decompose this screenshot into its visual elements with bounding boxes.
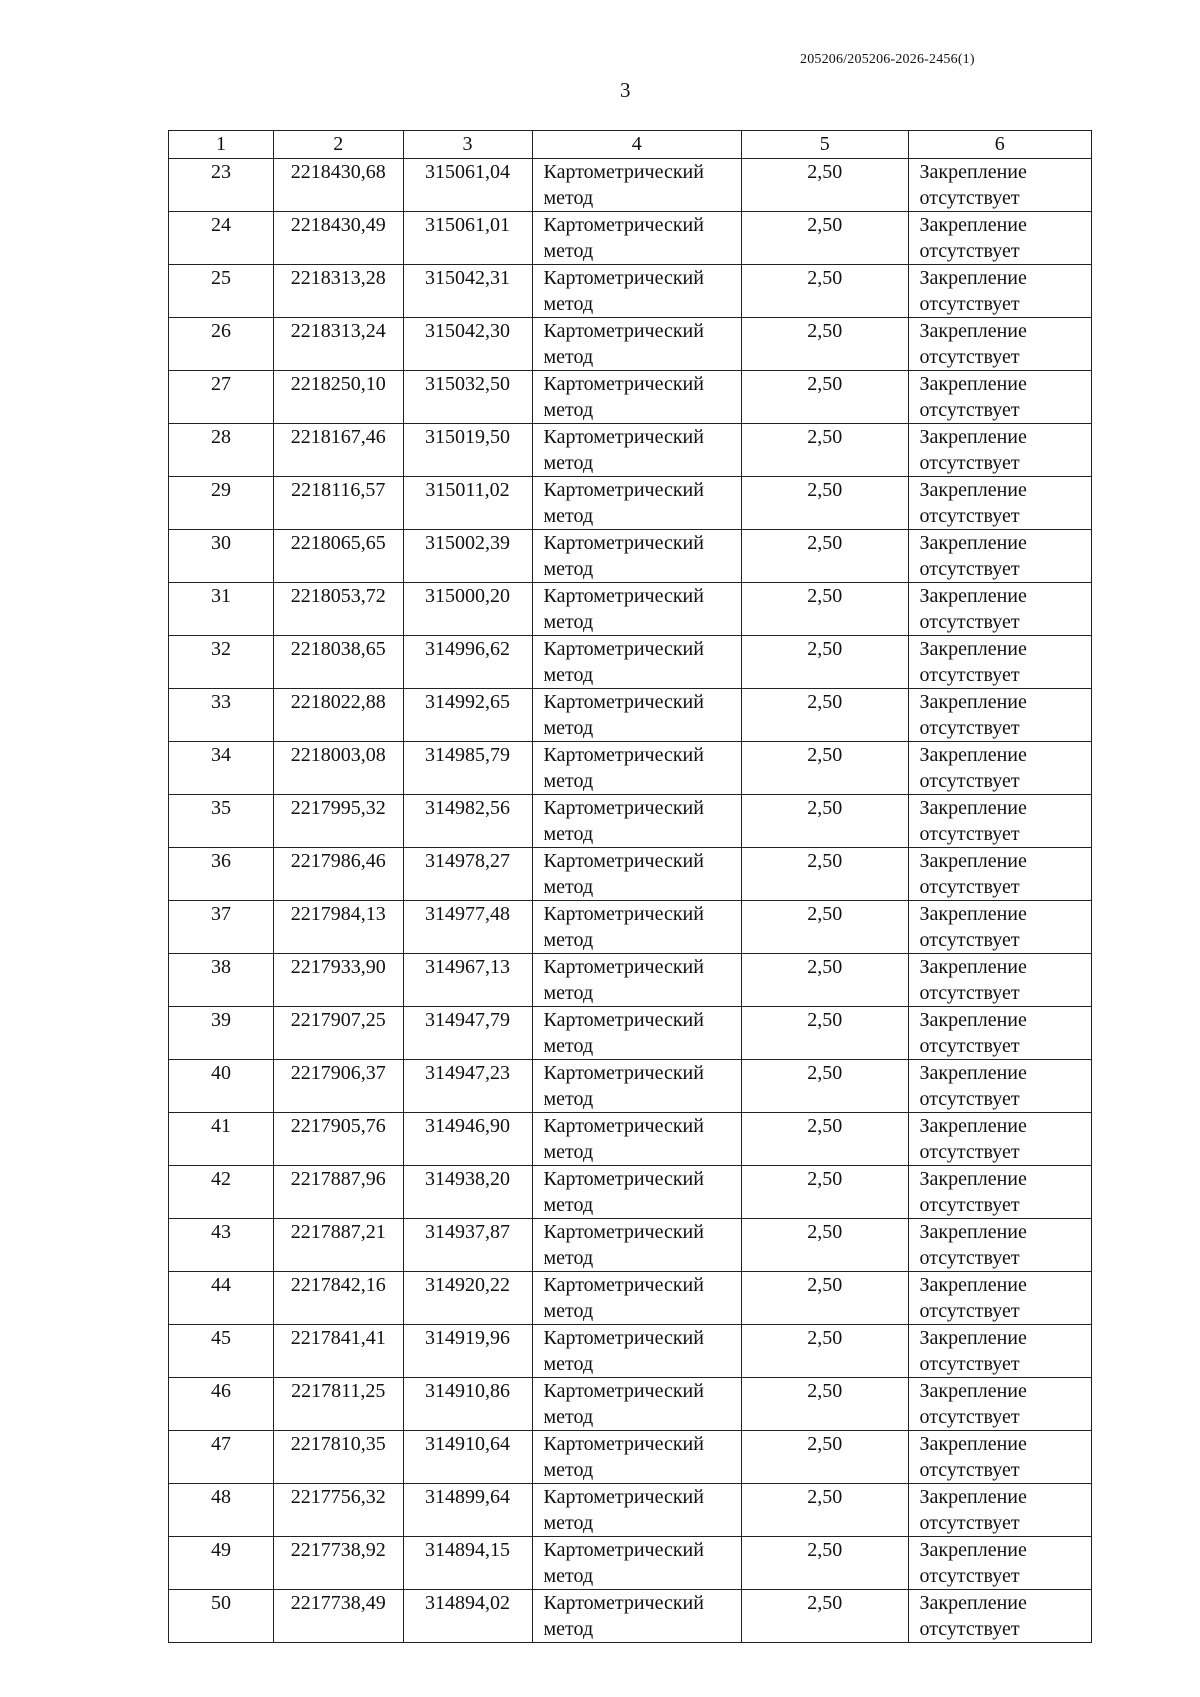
accuracy-cell: 2,50 [741,1272,908,1325]
accuracy-cell: 2,50 [741,424,908,477]
y-coordinate-cell: 314982,56 [403,795,532,848]
y-coordinate-cell: 314946,90 [403,1113,532,1166]
accuracy-cell: 2,50 [741,212,908,265]
accuracy-cell: 2,50 [741,1325,908,1378]
method-cell: Картометрический метод [532,1219,741,1272]
x-coordinate-cell: 2217906,37 [274,1060,404,1113]
table-row [169,159,1092,212]
y-coordinate-cell: 314985,79 [403,742,532,795]
x-coordinate-cell: 2217995,32 [274,795,404,848]
point-number-cell: 45 [169,1325,274,1378]
marker-description-cell: Закрепление отсутствует [908,1537,1091,1590]
marker-description-cell: Закрепление отсутствует [908,1378,1091,1431]
accuracy-cell: 2,50 [741,477,908,530]
y-coordinate-cell: 315061,01 [403,212,532,265]
x-coordinate-cell: 2217905,76 [274,1113,404,1166]
marker-description-cell: Закрепление отсутствует [908,1113,1091,1166]
x-coordinate-cell: 2217738,92 [274,1537,404,1590]
table-row [169,583,1092,636]
method-cell: Картометрический метод [532,901,741,954]
x-coordinate-cell: 2217841,41 [274,1325,404,1378]
y-coordinate-cell: 315061,04 [403,159,532,212]
marker-description-cell: Закрепление отсутствует [908,318,1091,371]
point-number-cell: 47 [169,1431,274,1484]
x-coordinate-cell: 2217811,25 [274,1378,404,1431]
point-number-cell: 46 [169,1378,274,1431]
y-coordinate-cell: 314967,13 [403,954,532,1007]
x-coordinate-cell: 2218038,65 [274,636,404,689]
x-coordinate-cell: 2218250,10 [274,371,404,424]
accuracy-cell: 2,50 [741,901,908,954]
point-number-cell: 31 [169,583,274,636]
x-coordinate-cell: 2218167,46 [274,424,404,477]
y-coordinate-cell: 315011,02 [403,477,532,530]
y-coordinate-cell: 314894,15 [403,1537,532,1590]
marker-description-cell: Закрепление отсутствует [908,159,1091,212]
marker-description-cell: Закрепление отсутствует [908,1431,1091,1484]
table-row [169,424,1092,477]
marker-description-cell: Закрепление отсутствует [908,530,1091,583]
x-coordinate-cell: 2217984,13 [274,901,404,954]
x-coordinate-cell: 2217887,21 [274,1219,404,1272]
marker-description-cell: Закрепление отсутствует [908,477,1091,530]
x-coordinate-cell: 2218065,65 [274,530,404,583]
accuracy-cell: 2,50 [741,1537,908,1590]
marker-description-cell: Закрепление отсутствует [908,901,1091,954]
method-cell: Картометрический метод [532,318,741,371]
accuracy-cell: 2,50 [741,636,908,689]
method-cell: Картометрический метод [532,583,741,636]
method-cell: Картометрический метод [532,1060,741,1113]
y-coordinate-cell: 315019,50 [403,424,532,477]
table-row [169,1325,1092,1378]
method-cell: Картометрический метод [532,1590,741,1643]
point-number-cell: 38 [169,954,274,1007]
y-coordinate-cell: 315042,31 [403,265,532,318]
y-coordinate-cell: 314947,79 [403,1007,532,1060]
point-number-cell: 25 [169,265,274,318]
method-cell: Картометрический метод [532,1113,741,1166]
marker-description-cell: Закрепление отсутствует [908,742,1091,795]
x-coordinate-cell: 2218053,72 [274,583,404,636]
accuracy-cell: 2,50 [741,265,908,318]
accuracy-cell: 2,50 [741,1378,908,1431]
method-cell: Картометрический метод [532,1537,741,1590]
table-row [169,1060,1092,1113]
y-coordinate-cell: 314919,96 [403,1325,532,1378]
coordinates-table [168,130,1092,1643]
marker-description-cell: Закрепление отсутствует [908,848,1091,901]
y-coordinate-cell: 314992,65 [403,689,532,742]
method-cell: Картометрический метод [532,1378,741,1431]
method-cell: Картометрический метод [532,689,741,742]
column-header-2: 2 [274,131,404,159]
accuracy-cell: 2,50 [741,159,908,212]
x-coordinate-cell: 2218430,68 [274,159,404,212]
point-number-cell: 49 [169,1537,274,1590]
document-id: 205206/205206-2026-2456(1) [800,52,975,67]
method-cell: Картометрический метод [532,1166,741,1219]
point-number-cell: 27 [169,371,274,424]
point-number-cell: 36 [169,848,274,901]
column-header-1: 1 [169,131,274,159]
method-cell: Картометрический метод [532,848,741,901]
x-coordinate-cell: 2217756,32 [274,1484,404,1537]
method-cell: Картометрический метод [532,636,741,689]
point-number-cell: 24 [169,212,274,265]
method-cell: Картометрический метод [532,424,741,477]
y-coordinate-cell: 314947,23 [403,1060,532,1113]
marker-description-cell: Закрепление отсутствует [908,1484,1091,1537]
accuracy-cell: 2,50 [741,795,908,848]
y-coordinate-cell: 315000,20 [403,583,532,636]
x-coordinate-cell: 2218003,08 [274,742,404,795]
method-cell: Картометрический метод [532,212,741,265]
y-coordinate-cell: 314894,02 [403,1590,532,1643]
table-row [169,689,1092,742]
marker-description-cell: Закрепление отсутствует [908,795,1091,848]
point-number-cell: 43 [169,1219,274,1272]
accuracy-cell: 2,50 [741,1484,908,1537]
method-cell: Картометрический метод [532,1484,741,1537]
accuracy-cell: 2,50 [741,1219,908,1272]
point-number-cell: 48 [169,1484,274,1537]
point-number-cell: 34 [169,742,274,795]
method-cell: Картометрический метод [532,159,741,212]
marker-description-cell: Закрепление отсутствует [908,1166,1091,1219]
point-number-cell: 29 [169,477,274,530]
y-coordinate-cell: 315042,30 [403,318,532,371]
marker-description-cell: Закрепление отсутствует [908,212,1091,265]
marker-description-cell: Закрепление отсутствует [908,1590,1091,1643]
y-coordinate-cell: 314978,27 [403,848,532,901]
column-header-3: 3 [403,131,532,159]
table-row [169,1378,1092,1431]
table-row [169,901,1092,954]
table-header [169,131,1092,159]
y-coordinate-cell: 315032,50 [403,371,532,424]
accuracy-cell: 2,50 [741,530,908,583]
table-row [169,1537,1092,1590]
point-number-cell: 42 [169,1166,274,1219]
marker-description-cell: Закрепление отсутствует [908,1272,1091,1325]
table-row [169,795,1092,848]
method-cell: Картометрический метод [532,1007,741,1060]
point-number-cell: 37 [169,901,274,954]
accuracy-cell: 2,50 [741,689,908,742]
column-header-6: 6 [908,131,1091,159]
table-row [169,318,1092,371]
point-number-cell: 33 [169,689,274,742]
accuracy-cell: 2,50 [741,1166,908,1219]
point-number-cell: 39 [169,1007,274,1060]
accuracy-cell: 2,50 [741,1590,908,1643]
y-coordinate-cell: 314910,86 [403,1378,532,1431]
table-row [169,848,1092,901]
table-row [169,1431,1092,1484]
table-row [169,1590,1092,1643]
y-coordinate-cell: 314977,48 [403,901,532,954]
method-cell: Картометрический метод [532,742,741,795]
y-coordinate-cell: 314910,64 [403,1431,532,1484]
x-coordinate-cell: 2217738,49 [274,1590,404,1643]
y-coordinate-cell: 315002,39 [403,530,532,583]
x-coordinate-cell: 2217810,35 [274,1431,404,1484]
accuracy-cell: 2,50 [741,1113,908,1166]
table-row [169,530,1092,583]
method-cell: Картометрический метод [532,265,741,318]
marker-description-cell: Закрепление отсутствует [908,265,1091,318]
method-cell: Картометрический метод [532,530,741,583]
y-coordinate-cell: 314938,20 [403,1166,532,1219]
y-coordinate-cell: 314920,22 [403,1272,532,1325]
marker-description-cell: Закрепление отсутствует [908,1007,1091,1060]
column-header-4: 4 [532,131,741,159]
accuracy-cell: 2,50 [741,318,908,371]
header-row [169,131,1092,159]
point-number-cell: 50 [169,1590,274,1643]
x-coordinate-cell: 2218022,88 [274,689,404,742]
table-row [169,371,1092,424]
method-cell: Картометрический метод [532,1325,741,1378]
accuracy-cell: 2,50 [741,1060,908,1113]
point-number-cell: 41 [169,1113,274,1166]
y-coordinate-cell: 314899,64 [403,1484,532,1537]
marker-description-cell: Закрепление отсутствует [908,1219,1091,1272]
marker-description-cell: Закрепление отсутствует [908,583,1091,636]
marker-description-cell: Закрепление отсутствует [908,371,1091,424]
marker-description-cell: Закрепление отсутствует [908,1325,1091,1378]
table-row [169,212,1092,265]
table-row [169,742,1092,795]
point-number-cell: 40 [169,1060,274,1113]
point-number-cell: 32 [169,636,274,689]
marker-description-cell: Закрепление отсутствует [908,1060,1091,1113]
marker-description-cell: Закрепление отсутствует [908,636,1091,689]
x-coordinate-cell: 2218313,28 [274,265,404,318]
table-row [169,636,1092,689]
table-row [169,265,1092,318]
y-coordinate-cell: 314937,87 [403,1219,532,1272]
accuracy-cell: 2,50 [741,583,908,636]
table-row [169,1007,1092,1060]
point-number-cell: 28 [169,424,274,477]
point-number-cell: 23 [169,159,274,212]
table-row [169,1166,1092,1219]
marker-description-cell: Закрепление отсутствует [908,689,1091,742]
method-cell: Картометрический метод [532,477,741,530]
point-number-cell: 44 [169,1272,274,1325]
table-row [169,1113,1092,1166]
marker-description-cell: Закрепление отсутствует [908,954,1091,1007]
x-coordinate-cell: 2217887,96 [274,1166,404,1219]
y-coordinate-cell: 314996,62 [403,636,532,689]
point-number-cell: 26 [169,318,274,371]
marker-description-cell: Закрепление отсутствует [908,424,1091,477]
method-cell: Картометрический метод [532,1272,741,1325]
x-coordinate-cell: 2217986,46 [274,848,404,901]
accuracy-cell: 2,50 [741,371,908,424]
column-header-5: 5 [741,131,908,159]
accuracy-cell: 2,50 [741,1431,908,1484]
table-body [169,159,1092,1643]
x-coordinate-cell: 2217842,16 [274,1272,404,1325]
x-coordinate-cell: 2217907,25 [274,1007,404,1060]
point-number-cell: 30 [169,530,274,583]
table-row [169,1272,1092,1325]
method-cell: Картометрический метод [532,954,741,1007]
x-coordinate-cell: 2218116,57 [274,477,404,530]
page-number: 3 [620,78,631,102]
accuracy-cell: 2,50 [741,848,908,901]
accuracy-cell: 2,50 [741,954,908,1007]
accuracy-cell: 2,50 [741,1007,908,1060]
method-cell: Картометрический метод [532,795,741,848]
accuracy-cell: 2,50 [741,742,908,795]
x-coordinate-cell: 2217933,90 [274,954,404,1007]
table-row [169,477,1092,530]
point-number-cell: 35 [169,795,274,848]
table-row [169,954,1092,1007]
table-row [169,1484,1092,1537]
x-coordinate-cell: 2218430,49 [274,212,404,265]
method-cell: Картометрический метод [532,371,741,424]
method-cell: Картометрический метод [532,1431,741,1484]
x-coordinate-cell: 2218313,24 [274,318,404,371]
table-row [169,1219,1092,1272]
